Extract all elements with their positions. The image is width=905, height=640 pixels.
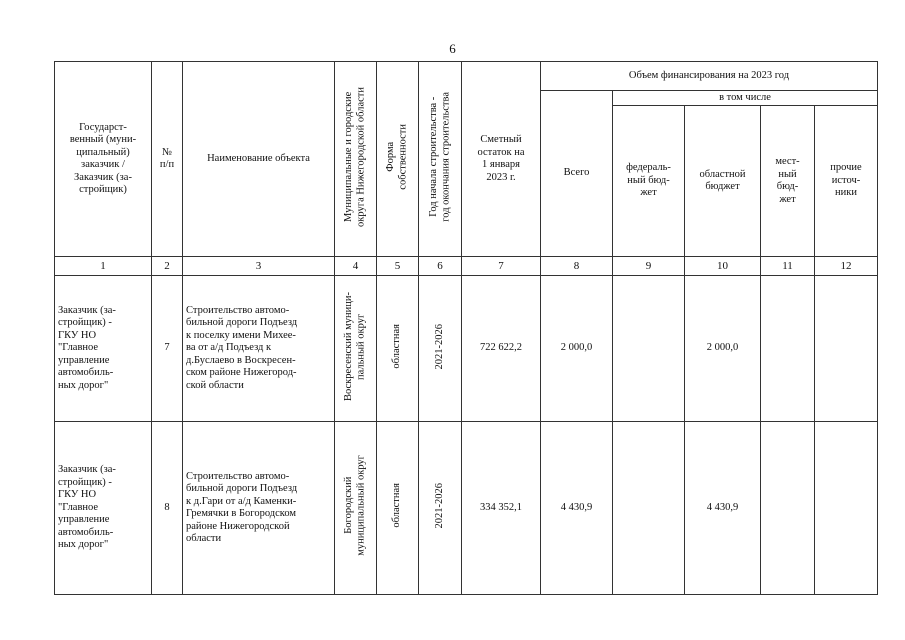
header-object: Наименование объекта [183, 62, 335, 257]
table-row [55, 422, 878, 595]
column-number: 12 [815, 257, 878, 276]
table-row [55, 276, 878, 422]
column-number: 5 [377, 257, 419, 276]
page-number: 6 [449, 41, 456, 56]
row-local [761, 422, 815, 595]
row-local [761, 276, 815, 422]
header-funding: Объем финансирования на 2023 год [541, 62, 878, 91]
column-number: 8 [541, 257, 613, 276]
column-number-row [55, 257, 878, 276]
header-num: № п/п [152, 62, 183, 257]
row-customer: Заказчик (за- стройщик) - ГКУ НО "Главное управление автомобиль- ных дорог" [55, 422, 152, 595]
row-estimate: 722 622,2 [462, 276, 541, 422]
column-number: 2 [152, 257, 183, 276]
row-federal [613, 422, 685, 595]
row-object: Строительство автомо- бильной дороги Подъезд к д.Гари от а/д Каменки- Гремячки в Богородском районе Нижегородской области [183, 422, 335, 595]
header-local: мест- ный бюд- жет [761, 106, 815, 257]
row-other [815, 422, 878, 595]
financing-table [54, 61, 878, 595]
header-customer: Государст- венный (муни- ципальный) заказчик / Заказчик (за- стройщик) [55, 62, 152, 257]
column-number: 1 [55, 257, 152, 276]
column-number: 7 [462, 257, 541, 276]
row-total: 4 430,9 [541, 422, 613, 595]
header-other: прочие источ- ники [815, 106, 878, 257]
header-federal: федераль- ный бюд- жет [613, 106, 685, 257]
header-estimate: Сметный остаток на 1 января 2023 г. [462, 62, 541, 257]
header-municipality: Муниципальные и городские округа Нижегородской области [335, 62, 377, 257]
row-federal [613, 276, 685, 422]
column-number: 11 [761, 257, 815, 276]
header-including: в том числе [613, 91, 878, 106]
row-regional: 4 430,9 [685, 422, 761, 595]
header-years: Год начала строительства - год окончания строительства [419, 62, 462, 257]
header-total: Всего [541, 91, 613, 257]
column-number: 4 [335, 257, 377, 276]
column-number: 3 [183, 257, 335, 276]
row-estimate: 334 352,1 [462, 422, 541, 595]
header-regional: областной бюджет [685, 106, 761, 257]
row-regional: 2 000,0 [685, 276, 761, 422]
column-number: 9 [613, 257, 685, 276]
row-other [815, 276, 878, 422]
header-row-1 [55, 62, 878, 91]
row-num: 8 [152, 422, 183, 595]
row-years: 2021-2026 [419, 276, 462, 422]
row-object: Строительство автомо- бильной дороги Подъезд к поселку имени Михее- ва от а/д Подъезд к д.Буслаево в Воскресен- ском районе Нижегород- ской области [183, 276, 335, 422]
column-number: 10 [685, 257, 761, 276]
column-number: 6 [419, 257, 462, 276]
row-num: 7 [152, 276, 183, 422]
row-ownership: областная [377, 422, 419, 595]
row-total: 2 000,0 [541, 276, 613, 422]
row-customer: Заказчик (за- стройщик) - ГКУ НО "Главное управление автомобиль- ных дорог" [55, 276, 152, 422]
row-municipality: Богородский муниципальный округ [335, 422, 377, 595]
row-municipality: Воскресенский муници- пальный округ [335, 276, 377, 422]
row-years: 2021-2026 [419, 422, 462, 595]
row-ownership: областная [377, 276, 419, 422]
header-ownership: Форма собственности [377, 62, 419, 257]
